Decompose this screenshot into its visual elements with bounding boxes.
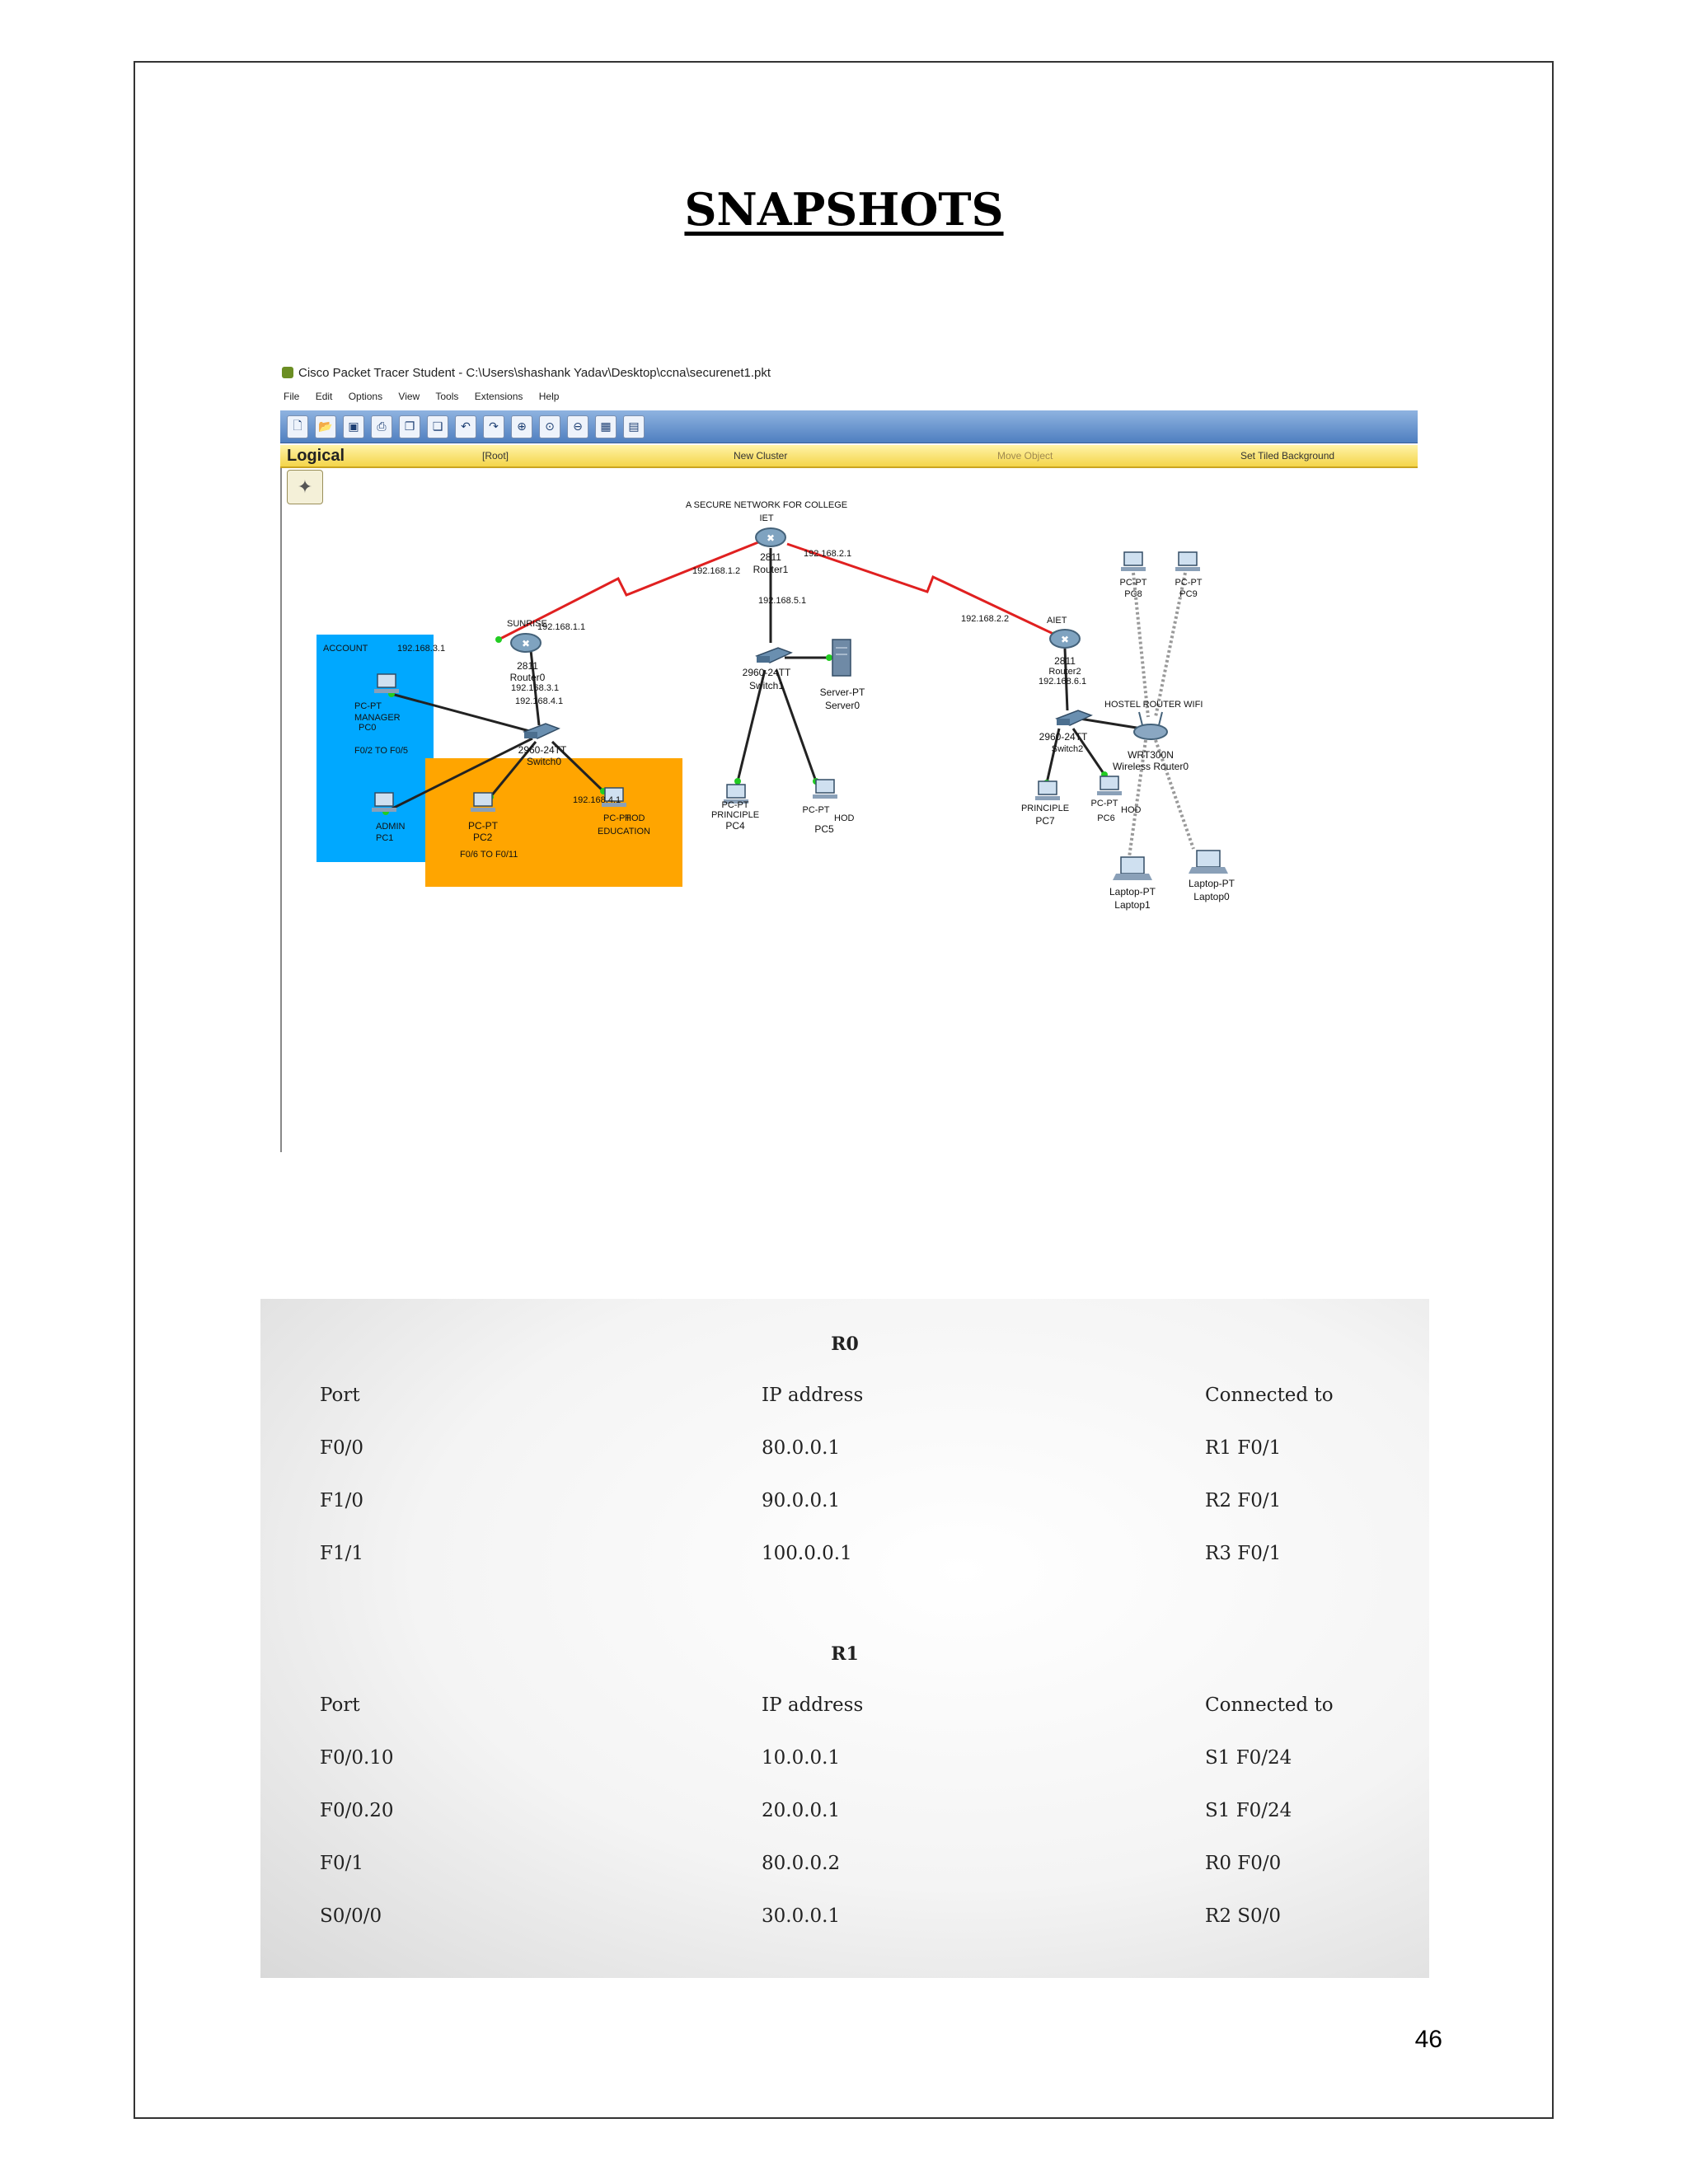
pc8-icon[interactable] xyxy=(1121,552,1146,571)
server0-icon[interactable] xyxy=(832,640,851,676)
label-switch1-name: Switch1 xyxy=(748,680,785,691)
print-icon[interactable]: ⎙ xyxy=(371,415,392,438)
custom-device-icon[interactable]: ▤ xyxy=(623,415,645,438)
cell-port: S0/0/0 xyxy=(320,1905,382,1927)
switch2-icon[interactable] xyxy=(1057,710,1091,725)
pc6-icon[interactable] xyxy=(1097,776,1122,795)
menu-file[interactable]: File xyxy=(284,391,300,402)
label-iet: IET xyxy=(759,513,774,523)
open-folder-icon[interactable]: 📂 xyxy=(315,415,336,438)
table-row xyxy=(260,1853,1429,1879)
pc2-icon[interactable] xyxy=(471,793,495,812)
cell-connected: R0 F0/0 xyxy=(1205,1853,1282,1874)
label-pc6-model: PC-PT xyxy=(1090,799,1118,808)
table-caption-r1: R1 xyxy=(831,1643,859,1665)
zoom-out-icon[interactable]: ⊖ xyxy=(567,415,588,438)
pc0-icon[interactable] xyxy=(374,674,399,693)
laptop1-icon[interactable] xyxy=(1113,857,1152,880)
label-ip-1-2: 192.168.1.2 xyxy=(692,566,741,576)
table-caption-r0: R0 xyxy=(831,1333,859,1355)
label-sunrise: SUNRISE xyxy=(507,619,547,629)
label-wrt-model: WRT300N xyxy=(1128,749,1174,761)
label-pc5-model: PC-PT xyxy=(802,805,830,815)
label-laptop1-model: Laptop-PT xyxy=(1109,886,1156,898)
table-header-r0 xyxy=(260,1385,1429,1411)
label-switch2-model: 2960-24TT xyxy=(1039,731,1088,743)
label-hod-pc6: HOD xyxy=(1121,805,1142,815)
cell-ip: 100.0.0.1 xyxy=(762,1543,852,1564)
label-ports-f06-f011: F0/6 TO F0/11 xyxy=(460,850,518,860)
svg-text:✖: ✖ xyxy=(766,532,776,544)
link-switch2-wrt xyxy=(1080,719,1142,729)
label-aiet: AIET xyxy=(1047,616,1067,626)
label-pc8-model: PC-PT xyxy=(1119,578,1147,588)
laptop0-icon[interactable] xyxy=(1189,851,1228,874)
label-pc2-name: PC2 xyxy=(473,832,493,843)
set-tiled-background-button[interactable]: Set Tiled Background xyxy=(1240,450,1335,462)
cell-port: F0/0.20 xyxy=(320,1800,394,1821)
logical-tab[interactable]: Logical xyxy=(287,447,345,465)
table-row xyxy=(260,1905,1429,1932)
cell-port: F1/0 xyxy=(320,1490,363,1511)
label-laptop0-model: Laptop-PT xyxy=(1188,878,1236,889)
label-pc6-name: PC6 xyxy=(1097,813,1115,823)
paste-icon[interactable]: ❏ xyxy=(427,415,448,438)
label-ip-4-1: 192.168.4.1 xyxy=(515,696,564,706)
table-row xyxy=(260,1747,1429,1774)
label-router0-name: Router0 xyxy=(509,672,546,683)
viewport-icon[interactable]: ✦ xyxy=(287,470,323,504)
label-router0-model: 2811 xyxy=(517,660,538,672)
label-router1-model: 2811 xyxy=(760,551,781,563)
label-laptop0-name: Laptop0 xyxy=(1193,891,1230,902)
menu-edit[interactable]: Edit xyxy=(315,391,333,402)
label-ip-1-1: 192.168.1.1 xyxy=(537,622,586,632)
label-ip-6-1: 192.168.6.1 xyxy=(1039,677,1087,687)
label-ip-3-1: 192.168.3.1 xyxy=(511,683,560,693)
label-pc2-model: PC-PT xyxy=(468,820,498,832)
label-ip-5-1: 192.168.5.1 xyxy=(758,596,807,606)
menu-help[interactable]: Help xyxy=(538,391,560,402)
label-server-name: Server0 xyxy=(824,700,860,711)
new-cluster-button[interactable]: New Cluster xyxy=(734,450,788,462)
network-topology xyxy=(272,363,1418,1154)
router2-icon[interactable] xyxy=(1050,630,1080,648)
root-button[interactable]: [Root] xyxy=(482,450,509,462)
cell-connected: R2 F0/1 xyxy=(1205,1490,1282,1511)
table-row xyxy=(260,1543,1429,1569)
new-file-icon[interactable]: 🗋 xyxy=(287,415,308,438)
header-ip: IP address xyxy=(762,1694,864,1716)
window-title-text: Cisco Packet Tracer Student - C:\Users\shashank Yadav\Desktop\ccna\securenet1.pkt xyxy=(298,366,771,380)
save-icon[interactable]: ▣ xyxy=(343,415,364,438)
packet-tracer-screenshot xyxy=(272,363,1418,1154)
label-ip-2-2: 192.168.2.2 xyxy=(961,614,1010,624)
label-pc3-model: PC-PT xyxy=(603,813,631,823)
label-education-ip: 192.168.4.1 xyxy=(573,795,621,805)
menu-tools[interactable]: Tools xyxy=(435,391,459,402)
header-port: Port xyxy=(320,1694,360,1716)
pc7-icon[interactable] xyxy=(1035,781,1060,800)
label-ip-2-1: 192.168.2.1 xyxy=(804,549,852,559)
cell-ip: 20.0.0.1 xyxy=(762,1800,841,1821)
copy-icon[interactable]: ❐ xyxy=(399,415,420,438)
cell-ip: 30.0.0.1 xyxy=(762,1905,841,1927)
svg-text:✖: ✖ xyxy=(1060,634,1070,645)
label-router2-name: Router2 xyxy=(1048,667,1081,677)
cell-connected: R2 S0/0 xyxy=(1205,1905,1282,1927)
label-pc7-name: PC7 xyxy=(1035,815,1055,827)
page-title: SNAPSHOTS xyxy=(684,183,1004,236)
zoom-in-icon[interactable]: ⊕ xyxy=(511,415,532,438)
label-principle-edu: PRINCIPLE xyxy=(710,810,760,820)
menu-options[interactable]: Options xyxy=(348,391,383,402)
cell-connected: R1 F0/1 xyxy=(1205,1437,1282,1459)
label-account: ACCOUNT xyxy=(323,644,368,654)
cell-ip: 10.0.0.1 xyxy=(762,1747,841,1769)
cell-ip: 80.0.0.2 xyxy=(762,1853,841,1874)
svg-text:✖: ✖ xyxy=(521,638,531,649)
palette-icon[interactable]: ▦ xyxy=(595,415,617,438)
label-switch0-name: Switch0 xyxy=(526,756,562,767)
label-server-model: Server-PT xyxy=(819,687,865,698)
header-connected: Connected to xyxy=(1205,1385,1334,1406)
label-pc0-name: PC0 xyxy=(359,723,377,733)
table-header-r1 xyxy=(260,1694,1429,1721)
router1-icon[interactable] xyxy=(756,528,785,546)
wireless-router-icon[interactable] xyxy=(1134,712,1167,739)
table-row xyxy=(260,1490,1429,1516)
label-account-ip: 192.168.3.1 xyxy=(397,644,446,654)
switch1-icon[interactable] xyxy=(757,648,791,663)
label-principle-pc7: PRINCIPLE xyxy=(1020,804,1070,813)
label-education: EDUCATION xyxy=(598,827,650,837)
cell-ip: 90.0.0.1 xyxy=(762,1490,841,1511)
cell-connected: S1 F0/24 xyxy=(1205,1747,1292,1769)
undo-icon[interactable]: ↶ xyxy=(455,415,476,438)
label-switch2-name: Switch2 xyxy=(1051,744,1084,754)
label-pc8-name: PC8 xyxy=(1124,589,1142,599)
menu-extensions[interactable]: Extensions xyxy=(474,391,523,402)
cell-port: F1/1 xyxy=(320,1543,363,1564)
label-pc4-model: PC-PT xyxy=(721,800,749,810)
label-switch0-model: 2960-24TT xyxy=(518,744,567,756)
link-marker xyxy=(734,778,741,785)
label-pc0-model: PC-PT xyxy=(354,701,382,711)
label-ports-f02-f05: F0/2 TO F0/5 xyxy=(354,746,409,756)
zoom-reset-icon[interactable]: ⊙ xyxy=(539,415,560,438)
label-switch1-model: 2960-24TT xyxy=(742,667,791,678)
link-marker xyxy=(495,636,502,643)
table-row xyxy=(260,1800,1429,1826)
menu-view[interactable]: View xyxy=(398,391,420,402)
label-hod-pc5: HOD xyxy=(834,813,855,823)
router0-icon[interactable] xyxy=(511,634,541,652)
cell-port: F0/0.10 xyxy=(320,1747,394,1769)
table-row xyxy=(260,1437,1429,1464)
page-number: 46 xyxy=(1414,2026,1442,2053)
label-pc9-name: PC9 xyxy=(1179,589,1198,599)
label-router2-model: 2811 xyxy=(1054,655,1076,667)
link-marker xyxy=(826,654,832,661)
header-connected: Connected to xyxy=(1205,1694,1334,1716)
label-pc5-name: PC5 xyxy=(814,823,834,835)
cell-port: F0/1 xyxy=(320,1853,363,1874)
header-port: Port xyxy=(320,1385,360,1406)
label-hod-edu: HOD xyxy=(625,813,645,823)
cell-ip: 80.0.0.1 xyxy=(762,1437,841,1459)
switch0-icon[interactable] xyxy=(524,724,559,738)
label-pc9-model: PC-PT xyxy=(1175,578,1203,588)
move-object-button[interactable]: Move Object xyxy=(997,450,1053,462)
header-ip: IP address xyxy=(762,1385,864,1406)
cell-connected: S1 F0/24 xyxy=(1205,1800,1292,1821)
cell-connected: R3 F0/1 xyxy=(1205,1543,1282,1564)
label-pc1-name: PC1 xyxy=(376,833,394,843)
label-router1-name: Router1 xyxy=(753,564,789,575)
pc1-icon[interactable] xyxy=(372,793,396,812)
label-wrt-name: Wireless Router0 xyxy=(1112,761,1189,772)
pc9-icon[interactable] xyxy=(1175,552,1200,571)
router-port-tables xyxy=(260,1299,1429,1978)
label-manager: MANAGER xyxy=(354,713,401,723)
cell-port: F0/0 xyxy=(320,1437,363,1459)
label-laptop1-name: Laptop1 xyxy=(1114,899,1151,911)
label-pc4-name: PC4 xyxy=(725,820,745,832)
label-admin: ADMIN xyxy=(376,822,406,832)
topology-heading: A SECURE NETWORK FOR COLLEGE xyxy=(685,500,848,510)
label-hostel-wifi: HOSTEL ROUTER WIFI xyxy=(1104,700,1203,710)
redo-icon[interactable]: ↷ xyxy=(483,415,504,438)
pc5-icon[interactable] xyxy=(813,780,837,799)
